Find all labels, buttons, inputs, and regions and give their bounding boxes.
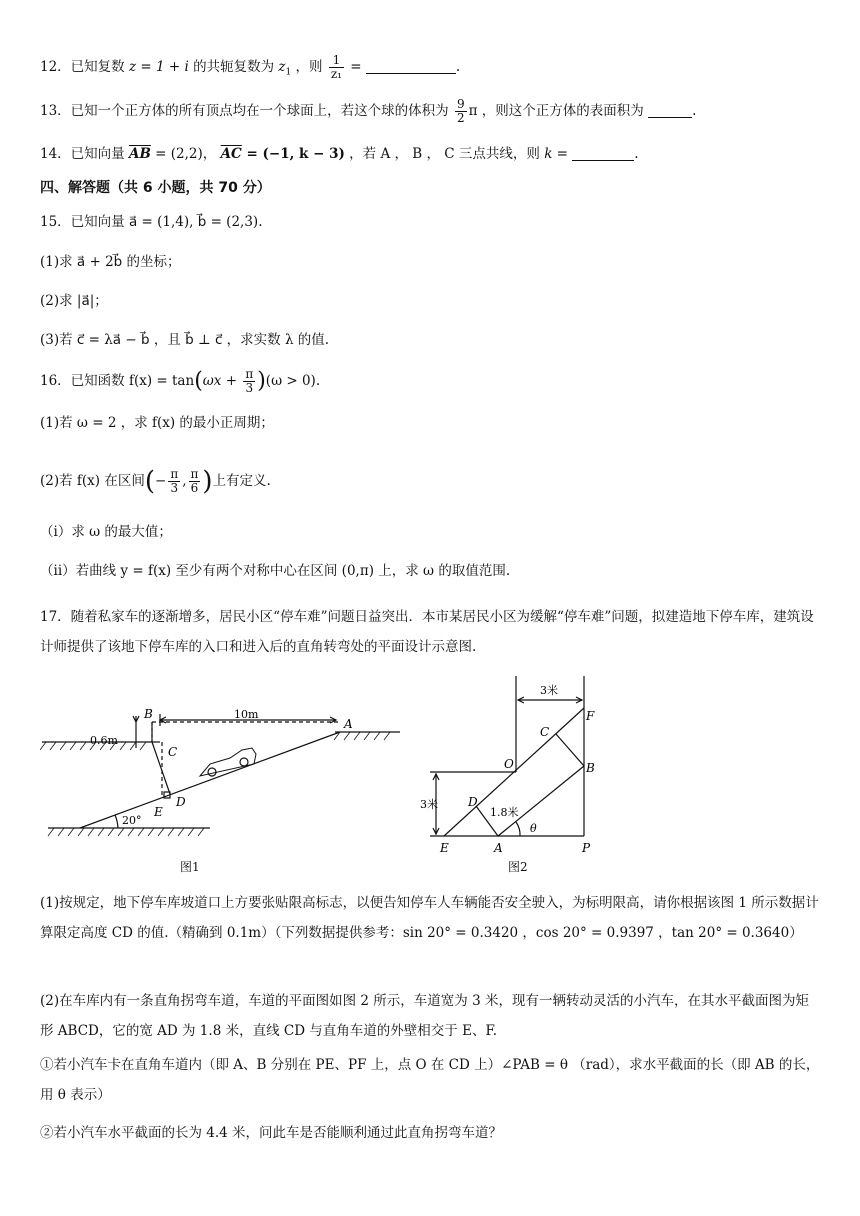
- question-17-part-2a: ①若小汽车卡在直角车道内（即 A、B 分别在 PE、PF 上，点 O 在 CD 上）∠PAB = θ （rad），求水平截面的长（即 AB 的长，用 θ 表示）: [40, 1057, 820, 1103]
- section-heading: 四、解答题（共 6 小题，共 70 分）: [40, 180, 271, 196]
- figure-1: [40, 680, 400, 870]
- figure-2: [420, 672, 620, 872]
- question-17-part-2b: ②若小汽车水平截面的长为 4.4 米，问此车是否能顺利通过此直角拐弯车道？: [40, 1125, 503, 1141]
- fig2-theta-label: θ: [530, 822, 537, 835]
- question-15-stem: 15．已知向量 a⃗ = (1,4), b⃗ = (2,3).: [40, 214, 263, 230]
- question-17-stem: 17．随着私家车的逐渐增多，居民小区“停车难”问题日益突出．本市某居民小区为缓解“停车难”问题，拟建造地下停车库，建筑设计师提供了该地下停车库的入口和进入后的直角转弯处的平面设计示意图.: [40, 609, 814, 655]
- question-17-part-2: (2)在车库内有一条直角拐弯车道，车道的平面图如图 2 所示，车道宽为 3 米，现有一辆转动灵活的小汽车，在其水平截面图为矩形 ABCD，它的宽 AD 为 1.8 米，直线 CD 与直角车道的外壁相交于 E、F.: [40, 993, 809, 1039]
- fig1-angle-label: 20°: [122, 814, 142, 827]
- fig2-label-B: B: [586, 761, 595, 775]
- question-16-part-i: （i）求 ω 的最大值；: [40, 524, 172, 540]
- fig2-label-E: E: [440, 841, 449, 855]
- fig2-ad-label: 1.8米: [490, 806, 519, 819]
- fig2-label-O: O: [504, 757, 514, 771]
- fraction-1-over-z1: $\frac{1}{\text{z₁}}$: [330, 53, 342, 81]
- fig1-label-B: B: [144, 707, 153, 721]
- question-16-part-ii: （ii）若曲线 y = f(x) 至少有两个对称中心在区间 (0,π) 上，求 ω 的取值范围.: [40, 563, 511, 579]
- fraction-9-over-2: $\frac{9}{2}$: [456, 97, 465, 125]
- fig1-label-C: C: [168, 745, 178, 759]
- fig2-label-P: P: [582, 841, 591, 855]
- question-12: 12．已知复数 z = 1 + i 的共轭复数为 $z_1$ ，则 $\frac{1}{\text{z₁}}$ = .: [40, 53, 461, 81]
- question-17-part-1: (1)按规定，地下停车库坡道口上方要张贴限高标志，以便告知停车人车辆能否安全驶入，为标明限高，请你根据该图 1 所示数据计算限定高度 CD 的值.（精确到 0.1m）（下列数据提供参考：sin 20° = 0.3420 ，cos 20° = 0.9397 ，tan 20° = 0.3640）: [40, 895, 819, 941]
- fig1-length-label: 10m: [234, 708, 259, 721]
- question-16-part-2: (2)若 f(x) 在区间(− $\frac{\pi}{3}$ , $\frac{\pi}{6}$ )上有定义.: [40, 466, 271, 497]
- fig1-height-label: 0.6m: [90, 734, 118, 747]
- fig1-label-D: D: [176, 795, 186, 809]
- fig2-label-F: F: [586, 709, 595, 723]
- question-16-part-1: (1)若 ω = 2 ，求 f(x) 的最小正周期；: [40, 415, 274, 431]
- fig2-top-width: 3米: [540, 684, 558, 697]
- fig2-label-C: C: [540, 725, 550, 739]
- answer-blank-14[interactable]: [572, 146, 634, 161]
- question-13: 13．已知一个正方体的所有顶点均在一个球面上，若这个球的体积为 $\frac{9}{2}$ π ，则这个正方体的表面积为 .: [40, 97, 697, 125]
- figure-2-caption: 图2: [508, 860, 528, 874]
- fig1-label-A: A: [344, 717, 353, 731]
- fig1-label-E: E: [154, 805, 163, 819]
- answer-blank-13[interactable]: [648, 103, 692, 118]
- question-15-part-3: (3)若 c⃗ = λa⃗ − b⃗ ，且 b⃗ ⊥ c⃗ ，求实数 λ 的值.: [40, 332, 330, 348]
- question-15-part-2: (2)求 |a⃗|；: [40, 293, 108, 309]
- figure-1-caption: 图1: [180, 860, 200, 874]
- fig2-left-width: 3米: [420, 798, 438, 811]
- answer-blank-12[interactable]: [366, 59, 456, 74]
- fig2-label-D: D: [468, 795, 478, 809]
- question-15-part-1: (1)求 a⃗ + 2b⃗ 的坐标；: [40, 254, 181, 270]
- question-16-stem: 16．已知函数 f(x) = tan(ωx + $\frac{\pi}{3}$ )(ω > 0).: [40, 367, 321, 395]
- question-14: 14．已知向量 $\overline{AB} = (2,2)$， $\overline{AC} = (-1$, k − 3) ，若 A ， B ， C 三点共线，则 k = .: [40, 146, 639, 162]
- fig2-label-A: A: [494, 841, 503, 855]
